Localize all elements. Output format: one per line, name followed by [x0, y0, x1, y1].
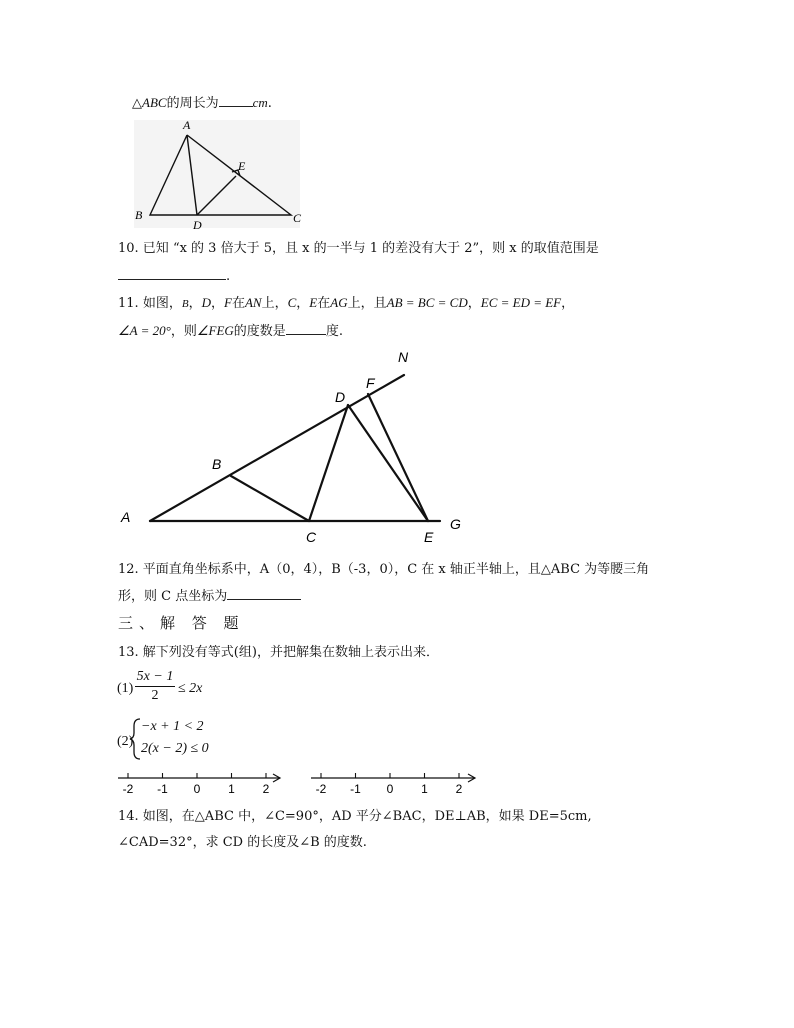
q13-part2-line2: 2(x − 2) ≤ 0	[141, 741, 209, 756]
number-line-2	[311, 773, 475, 796]
fig9-label-d: D	[193, 218, 202, 232]
fig11-label-n: N	[398, 349, 409, 365]
fig9-label-e: E	[238, 159, 246, 173]
q13-part1-label: (1)	[117, 681, 134, 696]
fig11-label-b: B	[212, 456, 222, 472]
axis-tick-label: -2	[122, 782, 134, 796]
q10-line2: .	[118, 268, 230, 286]
q12-line2: 形，则 C 点坐标为	[118, 588, 301, 606]
axis-tick-label: 1	[421, 782, 428, 796]
fig9-label-b: B	[135, 208, 143, 222]
q14-line1: 14. 如图，在△ABC 中，∠C=90°，AD 平分∠BAC，DE⊥AB，如果 DE=5cm,	[118, 809, 592, 824]
q13-part1-denominator: 2	[151, 688, 159, 703]
fig9-label-c: C	[293, 211, 302, 225]
number-line-1	[118, 773, 280, 796]
fig11-label-d: D	[335, 389, 346, 405]
q12-line1: 12. 平面直角坐标系中，A（0，4），B（-3，0），C 在 x 轴正半轴上，且△ABC 为等腰三角	[118, 562, 650, 577]
axis-tick-label: -2	[315, 782, 327, 796]
q14-line2: ∠CAD=32°，求 CD 的长度及∠B 的度数.	[118, 835, 367, 850]
q13-part1-numerator: 5x − 1	[136, 669, 174, 684]
q9-text: △ABC的周长为 cm.	[132, 95, 272, 111]
fig11-label-g: G	[450, 516, 461, 532]
q10-line1: 10. 已知 “x 的 3 倍大于 5，且 x 的一半与 1 的差没有大于 2”，则 x 的取值范围是	[118, 241, 599, 256]
axis-tick-label: 1	[228, 782, 235, 796]
q13-part2-line1: −x + 1 < 2	[141, 719, 204, 734]
axis-tick-label: 0	[386, 782, 394, 796]
fig11-label-e: E	[424, 529, 434, 545]
axis-tick-label: 0	[193, 782, 201, 796]
q13-line1: 13. 解下列没有等式(组)，并把解集在数轴上表示出来．	[118, 645, 439, 660]
fig11-label-f: F	[366, 375, 375, 391]
q13-part1-rhs: ≤ 2x	[178, 681, 203, 696]
fig11-label-c: C	[306, 529, 317, 545]
section-heading: 三、解 答 题	[118, 614, 245, 632]
axis-tick-label: -1	[350, 782, 361, 796]
axis-tick-label: -1	[157, 782, 168, 796]
axis-tick-label: 2	[455, 782, 463, 796]
q11-line1: 11. 如图，B，D，F在AN上，C，E在AG上，且AB = BC = CD，EC = ED = EF，	[118, 295, 575, 311]
fig9-label-a: A	[183, 118, 191, 132]
axis-tick-label: 2	[262, 782, 270, 796]
fig11-label-a: A	[121, 509, 131, 525]
q11-line2: ∠A = 20°，则∠FEG的度数是 度.	[118, 323, 343, 339]
q13-part2-label: (2)	[117, 734, 134, 749]
